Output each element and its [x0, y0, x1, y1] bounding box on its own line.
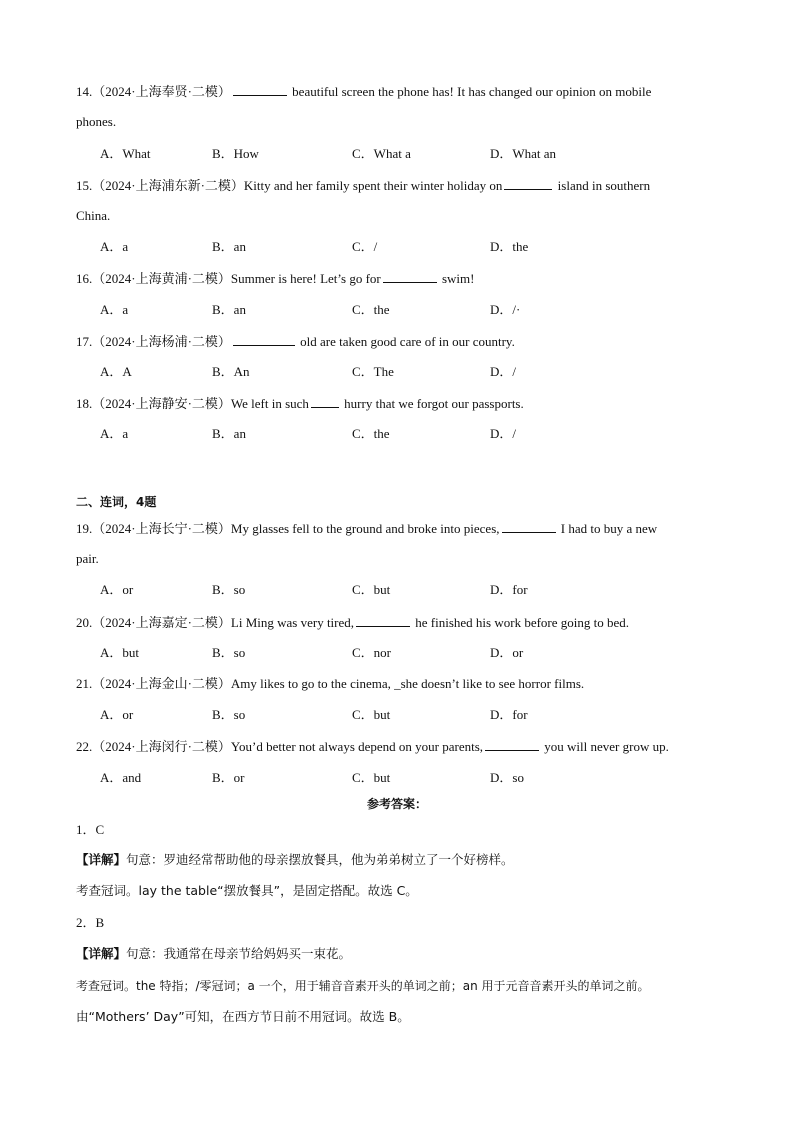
option-d: D．for [490, 582, 528, 597]
question-stem: 20.（2024·上海嘉定·二模）Li Ming was very tired, [76, 615, 355, 630]
question-stem: 17.（2024·上海杨浦·二模） [76, 334, 231, 349]
question-stem-rest: beautiful screen the phone has! It has changed our opinion on mobile [292, 84, 652, 99]
question-stem: 14.（2024·上海奉贤·二模） [76, 84, 231, 99]
option-c: C．but [352, 582, 391, 597]
option-b: B．An [212, 364, 250, 379]
question-stem: 19.（2024·上海长宁·二模）My glasses fell to the ground and broke into pieces, [76, 521, 500, 536]
question-stem-rest: hurry that we forgot our passports. [344, 396, 524, 411]
question-19 [76, 519, 657, 538]
option-a: A．or [100, 582, 134, 597]
detail-tag: 【详解】 [76, 852, 127, 867]
detail-meaning: 句意：罗迪经常帮助他的母亲摆放餐具，他为弟弟树立了一个好榜样。 [126, 852, 514, 867]
answer-blank [311, 394, 339, 408]
option-a: A．A [100, 364, 132, 379]
options-14 [100, 145, 720, 163]
options-20 [100, 644, 720, 662]
option-d: D．so [490, 770, 524, 785]
option-c: C．/ [352, 239, 378, 254]
answer-number: 2．B [76, 915, 105, 930]
question-15 [76, 176, 650, 195]
options-22 [100, 769, 720, 787]
answer-explanation: 由“Mothers’ Day”可知，在西方节日前不用冠词。故选 B。 [76, 1009, 410, 1024]
question-21 [76, 675, 584, 693]
question-stem-rest: you will never grow up. [544, 739, 669, 754]
option-c: C．nor [352, 645, 392, 660]
answer-blank [485, 737, 539, 751]
option-b: B．so [212, 707, 246, 722]
detail-meaning: 句意：我通常在母亲节给妈妈买一束花。 [126, 946, 352, 961]
option-d: D．or [490, 645, 524, 660]
option-d: D．the [490, 239, 529, 254]
question-continuation: pair. [76, 551, 99, 566]
option-b: B．an [212, 426, 246, 441]
option-c: C．the [352, 302, 390, 317]
question-14 [76, 82, 651, 101]
detail-tag: 【详解】 [76, 946, 127, 961]
answer-blank [504, 176, 552, 190]
option-a: A．a [100, 302, 129, 317]
option-a: A．What [100, 146, 151, 161]
answer-number: 1．C [76, 822, 105, 837]
option-d: D．/· [490, 302, 521, 317]
option-b: B．How [212, 146, 259, 161]
answer-detail [76, 945, 351, 963]
question-stem: 16.（2024·上海黄浦·二模）Summer is here! Let’s go for [76, 271, 381, 286]
question-20 [76, 613, 629, 632]
options-19 [100, 581, 720, 599]
answers-heading: 参考答案： [366, 797, 427, 811]
option-c: C．the [352, 426, 390, 441]
answer-blank [502, 519, 556, 533]
option-b: B．so [212, 645, 246, 660]
option-d: D．for [490, 707, 528, 722]
question-17 [76, 332, 515, 351]
option-a: A．and [100, 770, 142, 785]
answer-detail [76, 851, 514, 869]
option-b: B．an [212, 239, 246, 254]
section-heading: 二、连词，4题 [76, 495, 157, 509]
option-a: A．or [100, 707, 134, 722]
options-21 [100, 706, 720, 724]
options-17 [100, 363, 720, 381]
answer-blank [233, 332, 295, 346]
question-stem: 22.（2024·上海闵行·二模）You’d better not always depend on your parents, [76, 739, 484, 754]
option-c: C．The [352, 364, 394, 379]
question-stem-rest: swim! [441, 271, 475, 286]
option-d: D．What an [490, 146, 557, 161]
question-stem-rest: he finished his work before going to bed. [415, 615, 630, 630]
option-b: B．or [212, 770, 245, 785]
option-c: C．but [352, 707, 391, 722]
question-stem-rest: I had to buy a new [560, 521, 658, 536]
question-stem: 18.（2024·上海静安·二模）We left in such [76, 396, 309, 411]
options-16 [100, 301, 720, 319]
question-stem: 21.（2024·上海金山·二模）Amy likes to go to the cinema, _she doesn’t like to see horror films. [76, 676, 585, 691]
answer-blank [356, 613, 410, 627]
option-a: A．but [100, 645, 140, 660]
answer-explanation: 考查冠词。the 特指；/零冠词；a 一个，用于辅音音素开头的单词之前；an 用于元音音素开头的单词之前。 [76, 979, 650, 993]
question-22 [76, 737, 669, 756]
option-d: D．/ [490, 364, 517, 379]
options-15 [100, 238, 720, 256]
question-continuation: China. [76, 208, 111, 223]
question-16 [76, 269, 474, 288]
option-b: B．an [212, 302, 246, 317]
option-d: D．/ [490, 426, 517, 441]
option-a: A．a [100, 426, 129, 441]
answer-blank [233, 82, 287, 96]
question-stem-rest: old are taken good care of in our country. [300, 334, 515, 349]
question-stem: 15.（2024·上海浦东新·二模）Kitty and her family spent their winter holiday on [76, 178, 503, 193]
question-continuation: phones. [76, 114, 117, 129]
options-18 [100, 425, 720, 443]
question-stem-rest: island in southern [557, 178, 651, 193]
option-c: C．but [352, 770, 391, 785]
answer-blank [383, 269, 437, 283]
question-18 [76, 394, 524, 413]
option-c: C．What a [352, 146, 411, 161]
option-b: B．so [212, 582, 246, 597]
answer-explanation: 考查冠词。lay the table“摆放餐具”，是固定搭配。故选 C。 [76, 883, 418, 898]
option-a: A．a [100, 239, 129, 254]
